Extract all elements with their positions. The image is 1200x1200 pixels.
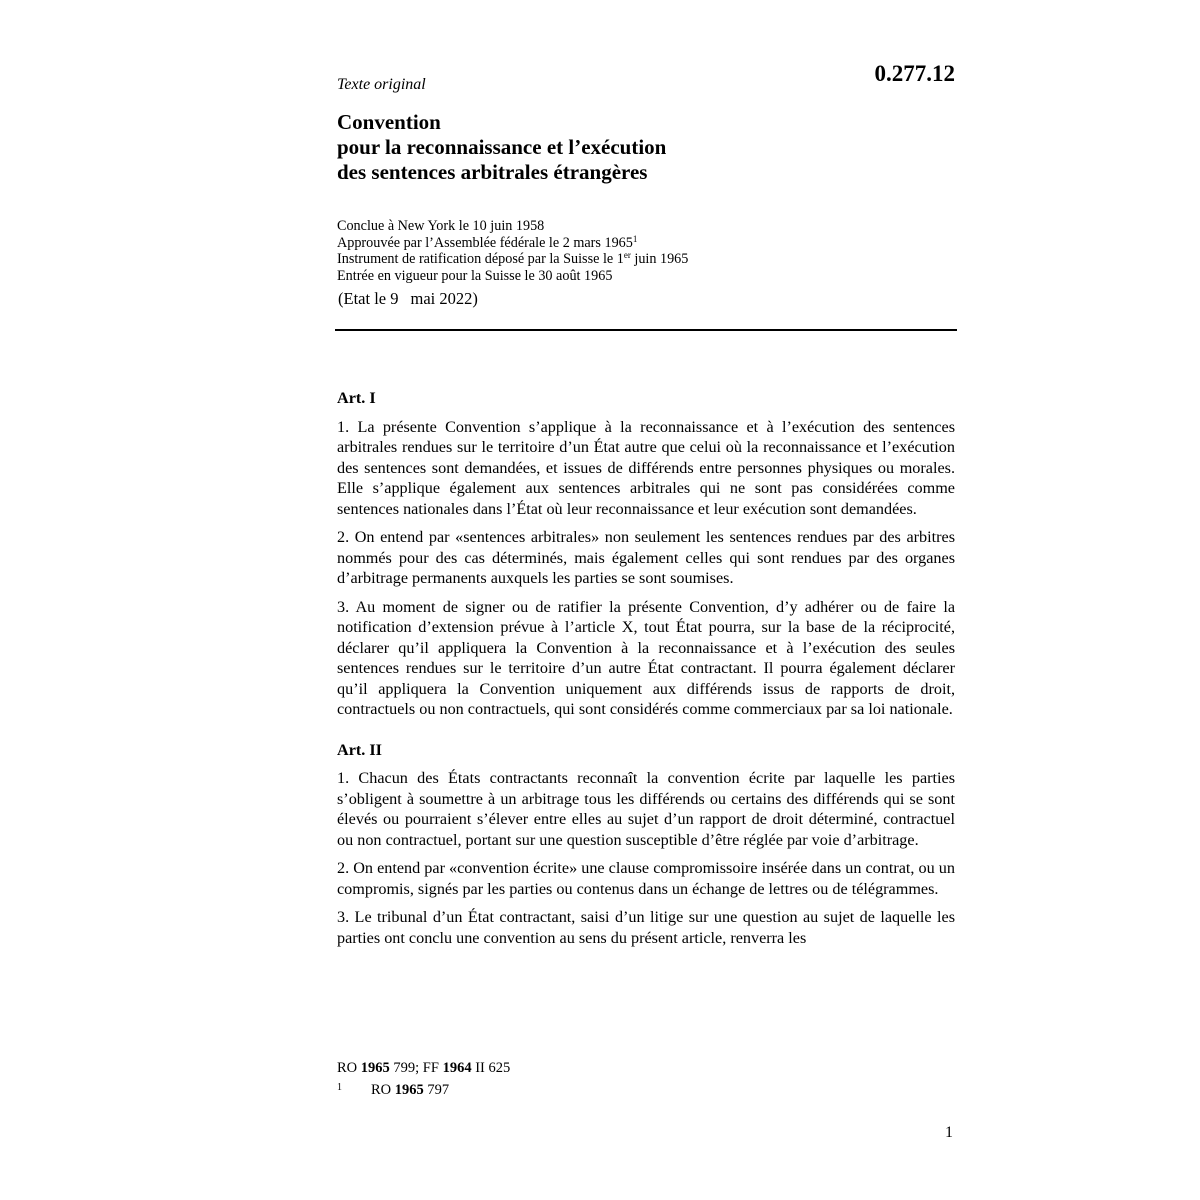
article-paragraph: 3. Le tribunal d’un État contractant, saisi d’un litige sur une question au sujet de laquelle les parties ont conclu une convention au sens du présent article, renverra les [337,908,955,947]
document-body [337,388,955,968]
footnote-marker: 1 [337,1082,342,1093]
approved-line: Approuvée par l’Assemblée fédérale le 2 mars 1965$^1$ [337,233,638,251]
document-metadata [337,218,955,284]
article-paragraph: 2. On entend par «sentences arbitrales» non seulement les sentences rendues par des arbitres nommés pour des cas déterminés, mais également celles qui sont rendues par des organes d’arbitrage permanents auxquels les parties se sont soumises. [337,528,955,587]
title-line: Convention [337,110,441,134]
ratification-line: Instrument de ratification déposé par la Suisse le 1er juin 1965 [337,250,689,267]
article-title: Art. II [337,740,382,759]
document-title [337,110,955,185]
header-divider [335,329,957,331]
article-paragraph: 1. Chacun des États contractants reconnaît la convention écrite par laquelle les parties s’obligent à soumettre à un arbitrage tous les différends ou certains des différends qui se sont élevés ou pourraient s’élever entre elles au sujet d’un rapport de droit déterminé, contractuel ou non contractuel, portant sur une question susceptible d’être réglée par voie d’arbitrage. [337,769,955,849]
article-2 [337,740,955,949]
footnote-ref: 1 [632,233,638,244]
entry-into-force-line: Entrée en vigueur pour la Suisse le 30 août 1965 [337,267,613,284]
sr-number: 0.277.12 [874,61,955,86]
concluded-line: Conclue à New York le 10 juin 1958 [337,218,545,234]
article-paragraph: 2. On entend par «convention écrite» une clause compromissoire insérée dans un contrat, ou un compromis, signés par les parties ou contenus dans un échange de lettres ou de télégrammes. [337,859,955,898]
article-title: Art. I [337,389,376,407]
state-date: (Etat le 9 mai 2022) [338,289,478,308]
original-text-label: Texte original [337,76,426,93]
title-line: pour la reconnaissance et l’exécution [337,135,667,159]
article-paragraph: 3. Au moment de signer ou de ratifier la présente Convention, d’y adhérer ou de faire la notification d’extension prévue à l’article X, tout État pourra, sur la base de la réciprocité, déclarer qu’il appliquera la Convention à la reconnaissance et à l’exécution des seules sentences rendues sur le territoire d’un autre État contractant. Il pourra également déclarer qu’il appliquera la Convention uniquement aux différends issus de rapports de droit, contractuels ou non contractuels, qui sont considérés comme commerciaux par sa loi nationale. [337,597,955,718]
source-footnote: RO 1965 799; FF 1964 II 625 [337,1060,511,1076]
title-line: des sentences arbitrales étrangères [337,160,648,184]
article-1 [337,388,955,720]
footnote-1: 1 RO 1965 797 [337,1078,955,1100]
article-paragraph: 1. La présente Convention s’applique à la reconnaissance et à l’exécution des sentences arbitrales rendues sur le territoire d’un État autre que celui où la reconnaissance et l’exécution des sentences sont demandées, et issues de différends entre personnes physiques ou morales. Elle s’applique également aux sentences arbitrales qui ne sont pas considérées comme sentences nationales dans l’État où leur reconnaissance et leur exécution sont demandées. [337,417,955,518]
page-number: 1 [945,1124,953,1141]
footnotes [337,1058,955,1100]
